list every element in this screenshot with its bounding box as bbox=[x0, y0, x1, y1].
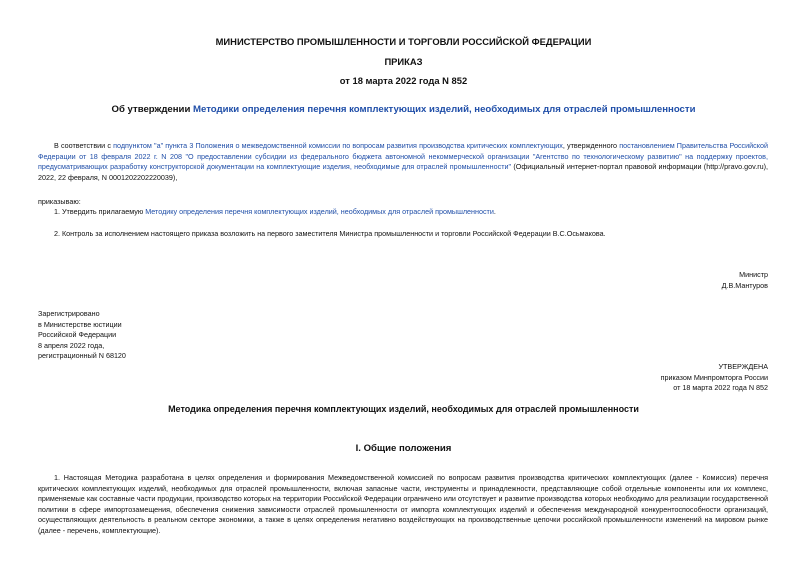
section-heading: I. Общие положения bbox=[355, 443, 452, 454]
approval-line: УТВЕРЖДЕНА bbox=[718, 362, 768, 371]
signature-block bbox=[722, 270, 768, 291]
signature-name: Д.В.Мантуров bbox=[721, 280, 768, 290]
signature-position: Министр bbox=[739, 270, 768, 279]
ministry-heading: МИНИСТЕРСТВО ПРОМЫШЛЕННОСТИ И ТОРГОВЛИ РОССИЙСКОЙ ФЕДЕРАЦИИ bbox=[215, 36, 592, 47]
order-item-1-suffix: . bbox=[493, 207, 496, 216]
registration-line: Российской Федерации bbox=[38, 330, 117, 340]
preamble-paragraph bbox=[38, 141, 768, 183]
order-item-2: 2. Контроль за исполнением настоящего приказа возложить на первого заместителя Министра промышленности и торговли Российской Федерации В.С.Осьмакова. bbox=[54, 229, 606, 238]
methodology-title-link[interactable]: Методики определения перечня комплектующих изделий, необходимых для отраслей промышленности bbox=[193, 104, 696, 115]
order-item-1-prefix: 1. Утвердить прилагаемую bbox=[54, 207, 146, 216]
order-heading: ПРИКАЗ bbox=[384, 56, 423, 67]
government-decree-link[interactable]: постановлением Правительства Российской Федерации от 18 февраля 2022 г. N 208 "О предоставлении субсидии из федерального бюджета автономной некоммерческой организации "Агентство по технологическому развитию" на поддержку проектов, предусматривающих разработку конструкторской документации на комплектующие изделия, необходимые для отраслей промышленности" bbox=[38, 141, 769, 172]
approval-line: приказом Минпромторга России bbox=[660, 372, 768, 382]
commission-regulation-link[interactable]: подпунктом "а" пункта 3 Положения о межведомственной комиссии по вопросам развития производства критических комплектующих bbox=[113, 141, 563, 150]
preamble-text-2: , утвержденного bbox=[562, 141, 620, 150]
order-item-1 bbox=[54, 207, 768, 218]
approval-line: от 18 марта 2022 года N 852 bbox=[673, 383, 768, 393]
methodology-title: Методика определения перечня комплектующих изделий, необходимых для отраслей промышленности bbox=[168, 404, 639, 414]
registration-line: Зарегистрировано bbox=[38, 309, 100, 318]
preamble-text-1: В соответствии с bbox=[54, 141, 114, 150]
registration-line: 8 апреля 2022 года, bbox=[38, 340, 105, 350]
registration-line: в Министерстве юстиции bbox=[38, 319, 122, 329]
order-date: от 18 марта 2022 года N 852 bbox=[339, 75, 468, 86]
order-title-prefix: Об утверждении bbox=[111, 104, 194, 115]
order-title bbox=[0, 104, 807, 115]
registration-line: регистрационный N 68120 bbox=[38, 351, 126, 361]
approval-block bbox=[661, 362, 768, 394]
preamble-text-3: (Официальный интернет-портал правовой информации (http://pravo.gov.ru), 2022, 22 февраля, N 0001202202220039), bbox=[38, 162, 768, 182]
registration-block bbox=[38, 309, 126, 362]
methodology-paragraph-1: 1. Настоящая Методика разработана в целях определения и формирования Межведомственной комиссией по вопросам развития производства критических комплектующих (далее - Комиссия) перечня критических комплектующих изделий, необходимых для отраслей промышленности, включая запасные части, инструменты и принадлежности, представляющие собой отдельные компоненты или их комплекс, применяемые как составные части продукции, производство которых на территории Российской Федерации ограничено или отсутствует и развитие производства которых необходимо для реализации государственной политики в сфере импортозамещения, обеспечения снижения зависимости отраслей промышленности от импорта комплектующих изделий и обеспечения международной конкурентоспособности организаций, осуществляющих деятельность в реальном секторе экономики, а также в целях определения негативно воздействующих на производственные цепочки российской промышленности изменений на мировом рынке (далее - перечень, комплектующие). bbox=[38, 473, 768, 535]
methodology-link[interactable]: Методику определения перечня комплектующих изделий, необходимых для отраслей промышленности bbox=[145, 207, 494, 216]
order-command: приказываю: bbox=[38, 197, 81, 206]
